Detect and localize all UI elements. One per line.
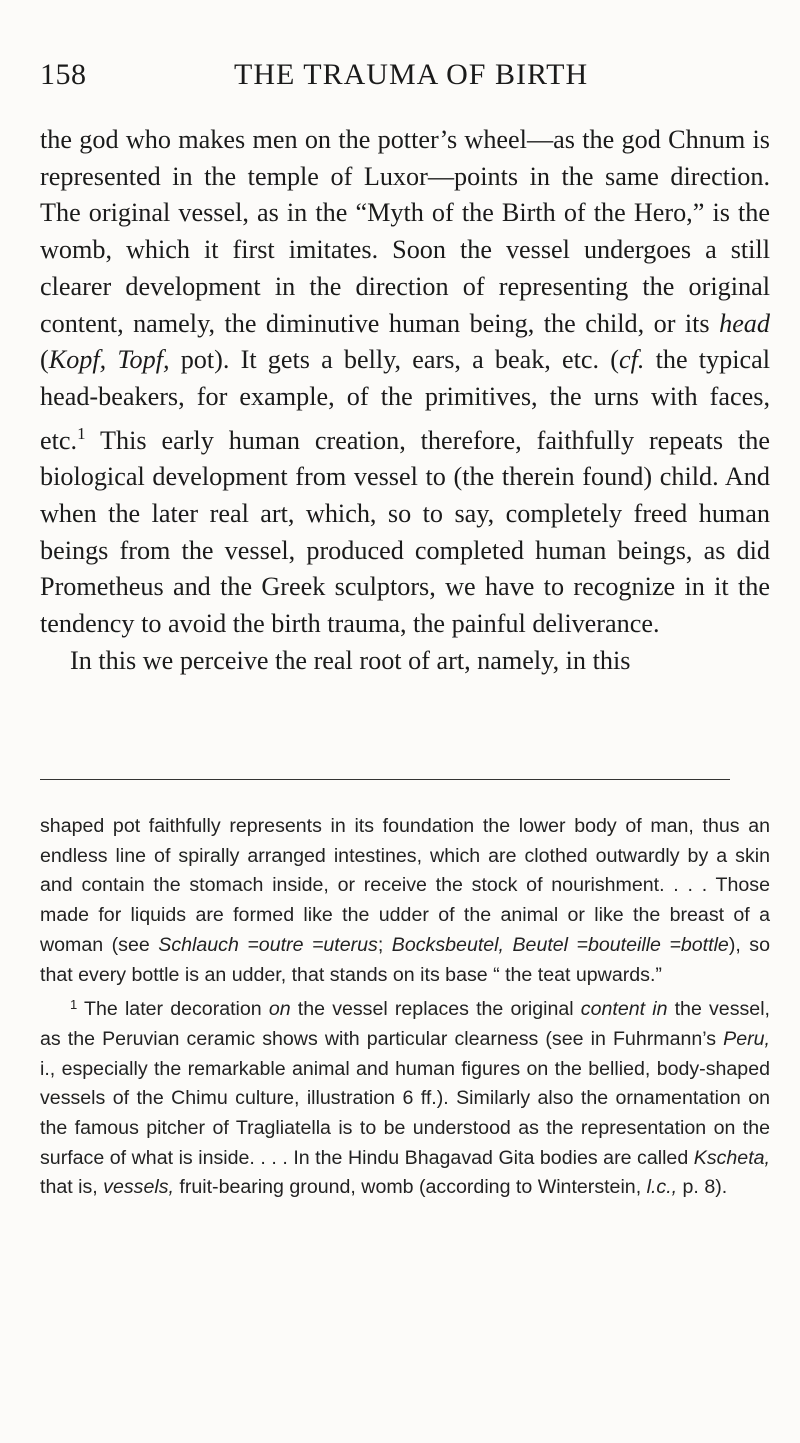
running-head	[40, 58, 770, 98]
footnote-divider	[40, 779, 730, 780]
footnotes	[40, 812, 770, 1203]
italic-text: Kscheta,	[693, 1146, 770, 1169]
text-run: (	[40, 345, 49, 375]
page-number: 158	[40, 58, 87, 91]
text-run: the god who makes men on the potter’s wheel—as the god Chnum is represented in the temple of Luxor—points in the same direction. The original vessel, as in the “Myth of the Birth of the Hero,” is the womb, which it first imitates. Soon the vessel undergoes a still clearer development in the direction of representing the original content, namely, the diminutive human being, the child, or its	[40, 125, 770, 338]
footnote-1	[40, 990, 770, 1203]
text-run: the vessel replaces the original	[290, 998, 581, 1021]
italic-text: vessels,	[103, 1176, 174, 1199]
main-text	[40, 122, 770, 680]
running-title: THE TRAUMA OF BIRTH	[234, 58, 589, 91]
text-run: p. 8).	[677, 1176, 728, 1199]
italic-text: Schlauch =outre =uterus	[158, 933, 378, 956]
footnote-marker: 1	[70, 997, 78, 1013]
text-run: that is,	[40, 1176, 104, 1199]
text-run: ;	[377, 933, 392, 956]
text-run: pot). It gets a belly, ears, a beak, etc. (	[169, 345, 619, 375]
paragraph-1	[40, 122, 770, 643]
italic-text: content in	[580, 998, 668, 1021]
text-run: ), so that every bottle is an udder, that stands on its base “ the teat upwards.”	[40, 933, 770, 986]
footnote-continuation	[40, 812, 770, 990]
italic-text: l.c.,	[646, 1176, 678, 1199]
paragraph-2: In this we perceive the real root of art, namely, in this	[70, 645, 631, 675]
italic-text: Bocksbeutel, Beutel =bouteille =bottle	[391, 933, 729, 956]
italic-text: on	[268, 998, 291, 1021]
italic-text: Peru,	[723, 1027, 770, 1050]
text-run: the vessel, as the Peruvian ceramic shows with particular clearness (see in Fuhrmann’s	[40, 998, 770, 1050]
footnote-reference: 1	[77, 423, 86, 443]
italic-text: cf.	[618, 345, 645, 375]
text-run: the typical head-beakers, for example, of the primitives, the urns with faces, etc.	[40, 345, 770, 455]
italic-text: head	[719, 308, 770, 338]
text-run: shaped pot faithfully represents in its foundation the lower body of man, thus an endless line of spirally arranged intestines, which are clothed outwardly by a skin and contain the stomach inside, or receive the stock of nourishment. . . . Those made for liquids are formed like the udder of the animal or like the breast of a woman (see	[40, 815, 770, 956]
italic-text: Kopf, Topf,	[48, 345, 170, 375]
text-run: fruit-bearing ground, womb (according to Winterstein,	[173, 1176, 647, 1199]
text-run: i., especially the remarkable animal and human figures on the bellied, body-shaped vessels of the Chimu culture, illustration 6 ff.). Similarly also the ornamentation on the famous pitcher of Tragliatella is to be understood as the representation on the surface of what is inside. . . . In the Hindu Bhagavad Gita bodies are called	[40, 1057, 770, 1169]
text-run: The later decoration	[77, 998, 269, 1021]
text-run: This early human creation, therefore, faithfully repeats the biological development from vessel to (the therein found) child. And when the later real art, which, so to say, completely freed human beings from the vessel, produced completed human beings, as did Prometheus and the Greek sculptors, we have to recognize in it the tendency to avoid the birth trauma, the painful deliverance.	[40, 425, 770, 639]
